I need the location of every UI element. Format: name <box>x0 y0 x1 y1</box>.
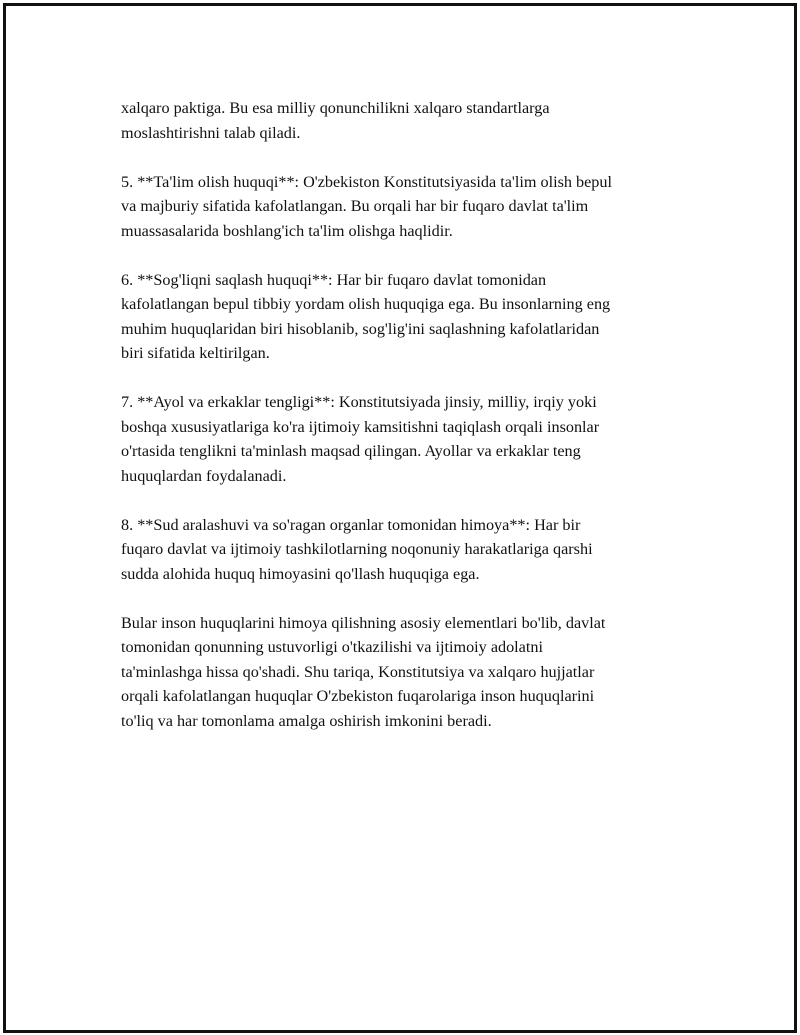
paragraph-education-right: 5. **Ta'lim olish huquqi**: O'zbekiston Konstitutsiyasida ta'lim olish bepul va majburiy sifatida kafolatlangan. Bu orqali har bir fuqaro davlat ta'lim muassasalarida boshlang'ich ta'lim olishga haqlidir. <box>121 172 612 240</box>
paragraph-conclusion: Bular inson huquqlarini himoya qilishning asosiy elementlari bo'lib, davlat tomonidan qonunning ustuvorligi o'tkazilishi va ijtimoiy adolatni ta'minlashga hissa qo'shadi. Shu tariqa, Konstitutsiya va xalqaro hujjatlar orqali kafolatlangan huquqlar O'zbekiston fuqarolariga inson huquqlarini to'liq va har tomonlama amalga oshirish imkonini beradi. <box>121 613 606 730</box>
paragraph-health-right: 6. **Sog'liqni saqlash huquqi**: Har bir fuqaro davlat tomonidan kafolatlangan bepul tibbiy yordam olish huquqiga ega. Bu insonlarning eng muhim huquqlaridan biri hisoblanib, sog'lig'ini saqlashning kafolatlaridan biri sifatida keltirilgan. <box>121 270 611 362</box>
page-content <box>121 96 691 758</box>
page-frame <box>3 3 797 1033</box>
paragraph-continuation: xalqaro paktiga. Bu esa milliy qonunchilikni xalqaro standartlarga moslashtirishni talab qiladi. <box>121 99 550 142</box>
paragraph-court-protection: 8. **Sud aralashuvi va so'ragan organlar tomonidan himoya**: Har bir fuqaro davlat va ijtimoiy tashkilotlarning noqonuniy harakatlariga qarshi sudda alohida huquq himoyasini qo'llash huquqiga ega. <box>121 515 593 583</box>
paragraph-gender-equality: 7. **Ayol va erkaklar tengligi**: Konstitutsiyada jinsiy, milliy, irqiy yoki boshqa xususiyatlariga ko'ra ijtimoiy kamsitishni taqiqlash orqali insonlar o'rtasida tenglikni ta'minlash maqsad qilingan. Ayollar va erkaklar teng huquqlardan foydalanadi. <box>121 393 600 485</box>
